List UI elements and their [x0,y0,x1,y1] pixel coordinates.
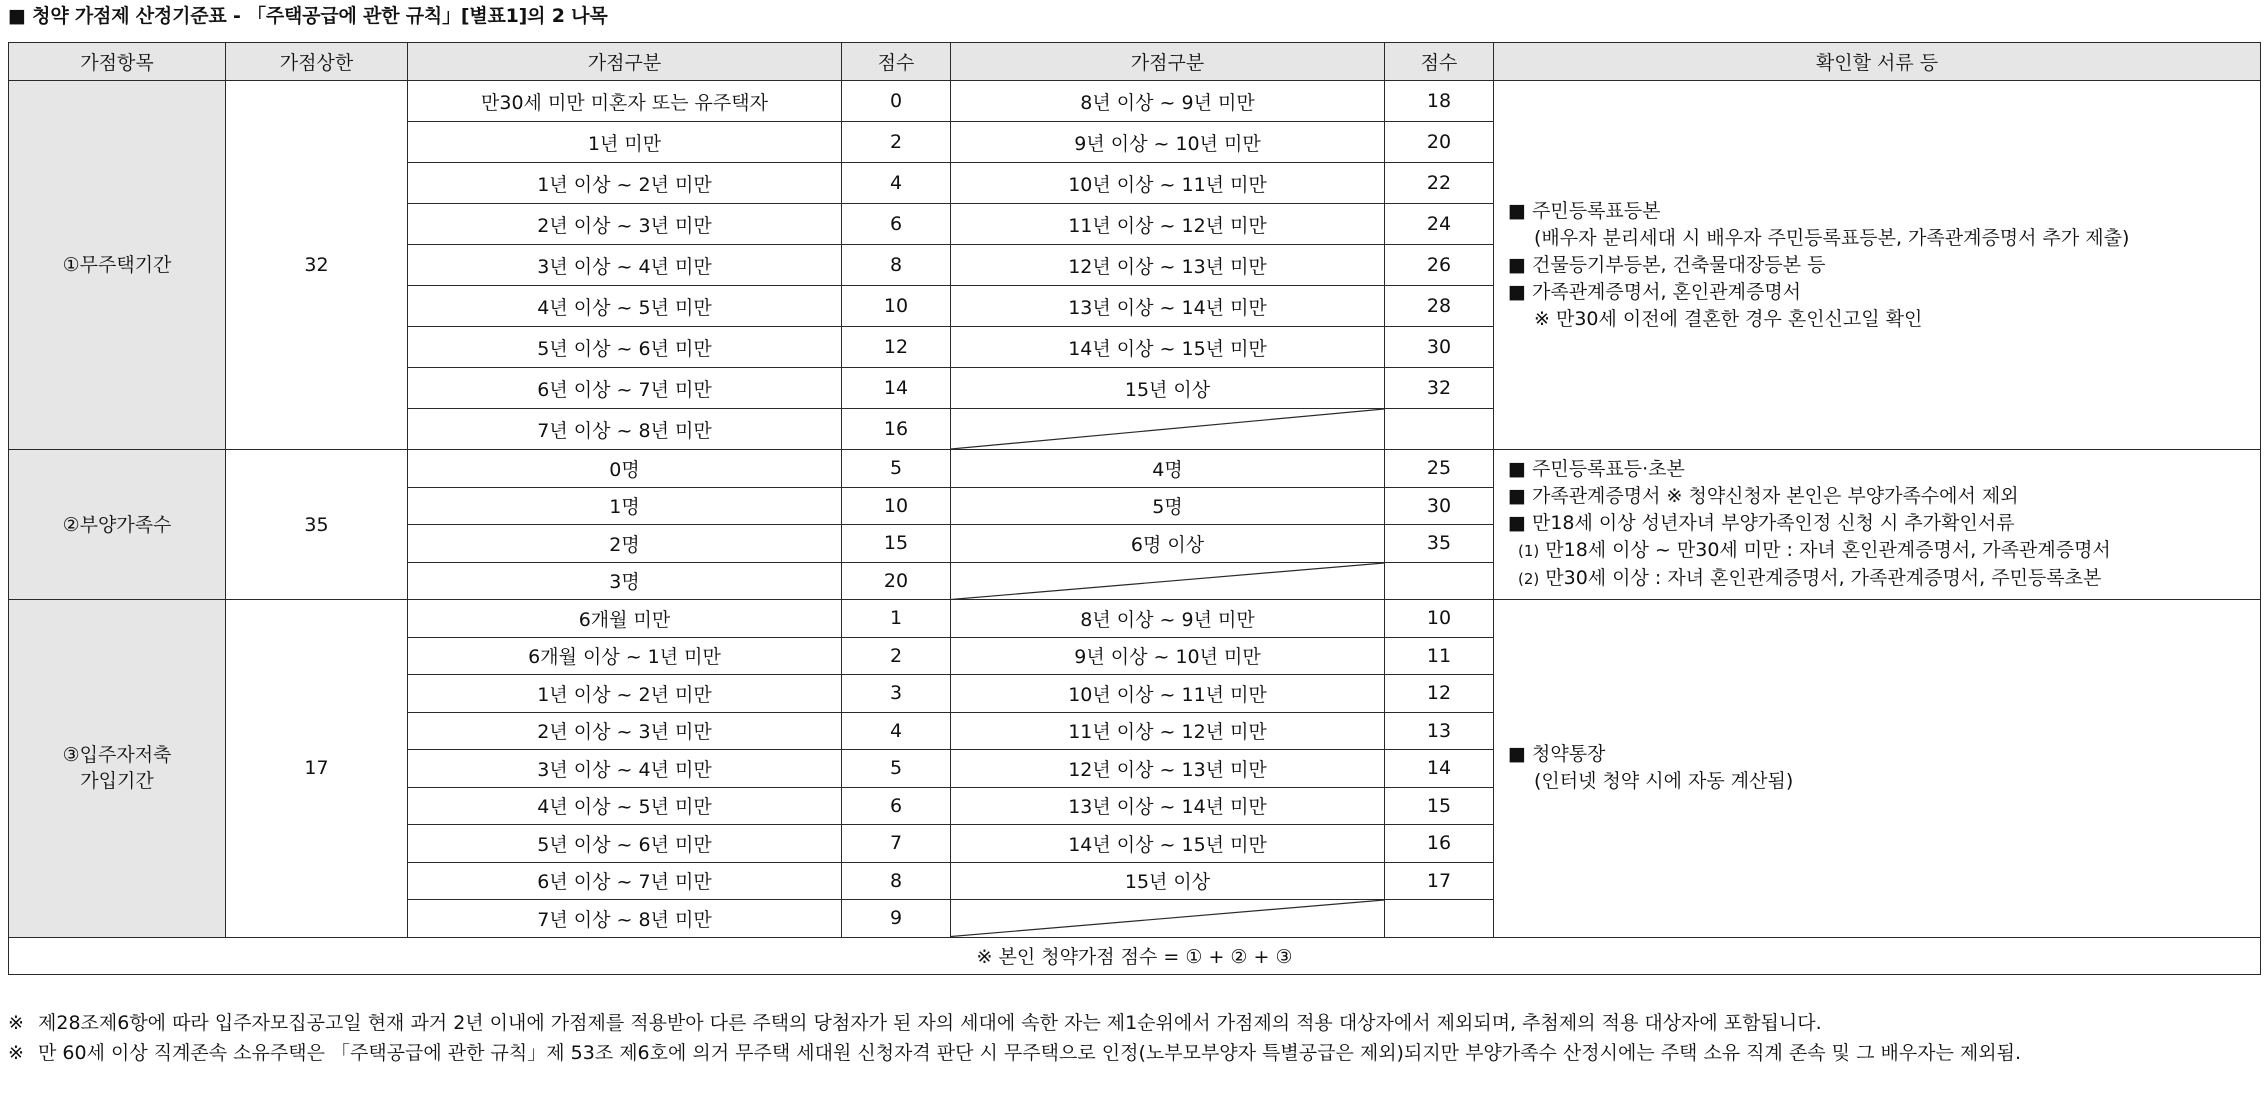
page-title: ■ 청약 가점제 산정기준표 - 「주택공급에 관한 규칙」[별표1]의 2 나목 [8,5,608,27]
diagonal-line [951,409,1384,449]
criteria-left: 7년 이상 ~ 8년 미만 [408,900,842,938]
document-line: ■ 청약통장 [1508,743,1606,766]
category-name-line: ②부양가족수 [62,513,172,536]
document-line: ■ 가족관계증명서, 혼인관계증명서 [1508,280,1802,303]
document-line: (인터넷 청약 시에 자동 계산됨) [1534,770,1794,793]
score-left: 9 [842,900,951,938]
criteria-left: 1년 이상 ~ 2년 미만 [408,675,842,713]
header-category: 가점항목 [9,43,226,81]
score-right: 35 [1385,525,1494,563]
score-left: 2 [842,122,951,163]
diagonal-line [951,900,1384,937]
score-right: 14 [1385,750,1494,788]
document-line: ■ 주민등록표등본 [1508,199,1661,222]
criteria-right: 5명 [951,487,1385,525]
score-right: 15 [1385,787,1494,825]
score-left: 4 [842,712,951,750]
score-right: 16 [1385,825,1494,863]
criteria-left: 6년 이상 ~ 7년 미만 [408,862,842,900]
criteria-left: 3명 [408,562,842,600]
score-left: 6 [842,787,951,825]
criteria-right: 8년 이상 ~ 9년 미만 [951,81,1385,122]
footnote [8,1008,2258,1038]
note-text: 제28조제6항에 따라 입주자모집공고일 현재 과거 2년 이내에 가점제를 적용받아 다른 주택의 당첨자가 된 자의 세대에 속한 자는 제1순위에서 가점제의 적용 대상자에서 제외되며, 추첨제의 적용 대상자에 포함됩니다. [38,1012,1822,1034]
criteria-left: 0명 [408,450,842,488]
header-row [9,43,2261,81]
score-right: 17 [1385,862,1494,900]
criteria-left: 3년 이상 ~ 4년 미만 [408,750,842,788]
max-points: 32 [226,81,408,450]
table-row [9,600,2261,638]
criteria-left: 1년 이상 ~ 2년 미만 [408,163,842,204]
score-table [8,42,2261,975]
score-left: 8 [842,245,951,286]
sub-item-number: (2) [1518,570,1540,588]
category-savings-period [9,600,226,938]
diagonal-line [951,563,1384,600]
document-line: ■ 주민등록표등·초본 [1508,458,1685,480]
category-name-line: ③입주자저축 [62,744,172,767]
score-right [1385,409,1494,450]
footnotes [8,1008,2258,1068]
criteria-right: 12년 이상 ~ 13년 미만 [951,245,1385,286]
category-no-house-period [9,81,226,450]
criteria-right: 10년 이상 ~ 11년 미만 [951,163,1385,204]
criteria-left: 2년 이상 ~ 3년 미만 [408,712,842,750]
score-left: 3 [842,675,951,713]
document-line: ■ 가족관계증명서 ※ 청약신청자 본인은 부양가족수에서 제외 [1508,485,2019,507]
document-line: ■ 건물등기부등본, 건축물대장등본 등 [1508,253,1826,276]
sub-item-text: 만18세 이상 ~ 만30세 미만 : 자녀 혼인관계증명서, 가족관계증명서 [1545,539,2111,561]
table-row [9,81,2261,122]
max-points: 35 [226,450,408,600]
criteria-left: 5년 이상 ~ 6년 미만 [408,825,842,863]
score-left: 5 [842,750,951,788]
score-left: 7 [842,825,951,863]
score-right: 11 [1385,637,1494,675]
category-dependents [9,450,226,600]
criteria-left: 6년 이상 ~ 7년 미만 [408,368,842,409]
criteria-left: 2명 [408,525,842,563]
header-score-right: 점수 [1385,43,1494,81]
criteria-left: 3년 이상 ~ 4년 미만 [408,245,842,286]
header-criteria-right: 가점구분 [951,43,1385,81]
criteria-right: 10년 이상 ~ 11년 미만 [951,675,1385,713]
score-left: 8 [842,862,951,900]
max-points: 17 [226,600,408,938]
empty-diagonal-cell [951,409,1385,450]
category-name-line: 가입기간 [80,770,154,793]
criteria-right: 11년 이상 ~ 12년 미만 [951,712,1385,750]
score-right: 30 [1385,327,1494,368]
header-criteria-left: 가점구분 [408,43,842,81]
score-right: 26 [1385,245,1494,286]
note-mark: ※ [8,1012,24,1034]
criteria-left: 6개월 미만 [408,600,842,638]
criteria-left: 7년 이상 ~ 8년 미만 [408,409,842,450]
score-right: 24 [1385,204,1494,245]
criteria-right: 15년 이상 [951,862,1385,900]
score-left: 20 [842,562,951,600]
score-left: 15 [842,525,951,563]
criteria-left: 만30세 미만 미혼자 또는 유주택자 [408,81,842,122]
criteria-right: 12년 이상 ~ 13년 미만 [951,750,1385,788]
document-line [1508,537,2248,565]
criteria-left: 6개월 이상 ~ 1년 미만 [408,637,842,675]
score-right: 10 [1385,600,1494,638]
sub-item-number: (1) [1518,542,1540,560]
criteria-left: 1년 미만 [408,122,842,163]
document-line: ■ 만18세 이상 성년자녀 부양가족인정 신청 시 추가확인서류 [1508,512,2015,534]
footnote [8,1038,2258,1068]
note-mark: ※ [8,1042,24,1064]
sub-item-text: 만30세 이상 : 자녀 혼인관계증명서, 가족관계증명서, 주민등록초본 [1545,567,2102,589]
criteria-right: 6명 이상 [951,525,1385,563]
score-right: 30 [1385,487,1494,525]
criteria-left: 2년 이상 ~ 3년 미만 [408,204,842,245]
score-right: 18 [1385,81,1494,122]
empty-diagonal-cell [951,562,1385,600]
criteria-right: 11년 이상 ~ 12년 미만 [951,204,1385,245]
score-right: 25 [1385,450,1494,488]
empty-diagonal-cell [951,900,1385,938]
table-body [9,81,2261,938]
score-left: 14 [842,368,951,409]
header-max-points: 가점상한 [226,43,408,81]
criteria-left: 5년 이상 ~ 6년 미만 [408,327,842,368]
criteria-right: 14년 이상 ~ 15년 미만 [951,825,1385,863]
criteria-right: 9년 이상 ~ 10년 미만 [951,122,1385,163]
score-left: 2 [842,637,951,675]
score-left: 4 [842,163,951,204]
document-line: (배우자 분리세대 시 배우자 주민등록표등본, 가족관계증명서 추가 제출) [1534,226,2130,249]
header-score-left: 점수 [842,43,951,81]
criteria-right: 13년 이상 ~ 14년 미만 [951,286,1385,327]
criteria-left: 4년 이상 ~ 5년 미만 [408,286,842,327]
score-right: 12 [1385,675,1494,713]
criteria-left: 1명 [408,487,842,525]
score-left: 10 [842,286,951,327]
score-left: 0 [842,81,951,122]
header-documents: 확인할 서류 등 [1494,43,2261,81]
criteria-right: 15년 이상 [951,368,1385,409]
document-line: ※ 만30세 이전에 결혼한 경우 혼인신고일 확인 [1534,307,1923,330]
criteria-right: 4명 [951,450,1385,488]
criteria-right: 13년 이상 ~ 14년 미만 [951,787,1385,825]
score-right: 13 [1385,712,1494,750]
score-right: 28 [1385,286,1494,327]
total-row [9,937,2261,974]
score-left: 16 [842,409,951,450]
criteria-right: 8년 이상 ~ 9년 미만 [951,600,1385,638]
note-text: 만 60세 이상 직계존속 소유주택은 「주택공급에 관한 규칙」제 53조 제6호에 의거 무주택 세대원 신청자격 판단 시 무주택으로 인정(노부모부양자 특별공급은 제외)되지만 부양가족수 산정시에는 주택 소유 직계 존속 및 그 배우자는 제외됨. [38,1042,2022,1064]
document-line [1508,565,2248,593]
score-left: 1 [842,600,951,638]
documents-no-house-period [1494,81,2261,450]
total-formula: ※ 본인 청약가점 점수 = ① + ② + ③ [9,937,2261,974]
table-row [9,450,2261,488]
score-right: 22 [1385,163,1494,204]
score-left: 10 [842,487,951,525]
score-left: 5 [842,450,951,488]
documents-dependents [1494,450,2261,600]
score-left: 6 [842,204,951,245]
score-right [1385,900,1494,938]
score-right: 20 [1385,122,1494,163]
criteria-left: 4년 이상 ~ 5년 미만 [408,787,842,825]
documents-savings-period [1494,600,2261,938]
score-left: 12 [842,327,951,368]
criteria-right: 14년 이상 ~ 15년 미만 [951,327,1385,368]
criteria-right: 9년 이상 ~ 10년 미만 [951,637,1385,675]
score-right [1385,562,1494,600]
category-name-line: ①무주택기간 [62,254,172,276]
score-right: 32 [1385,368,1494,409]
